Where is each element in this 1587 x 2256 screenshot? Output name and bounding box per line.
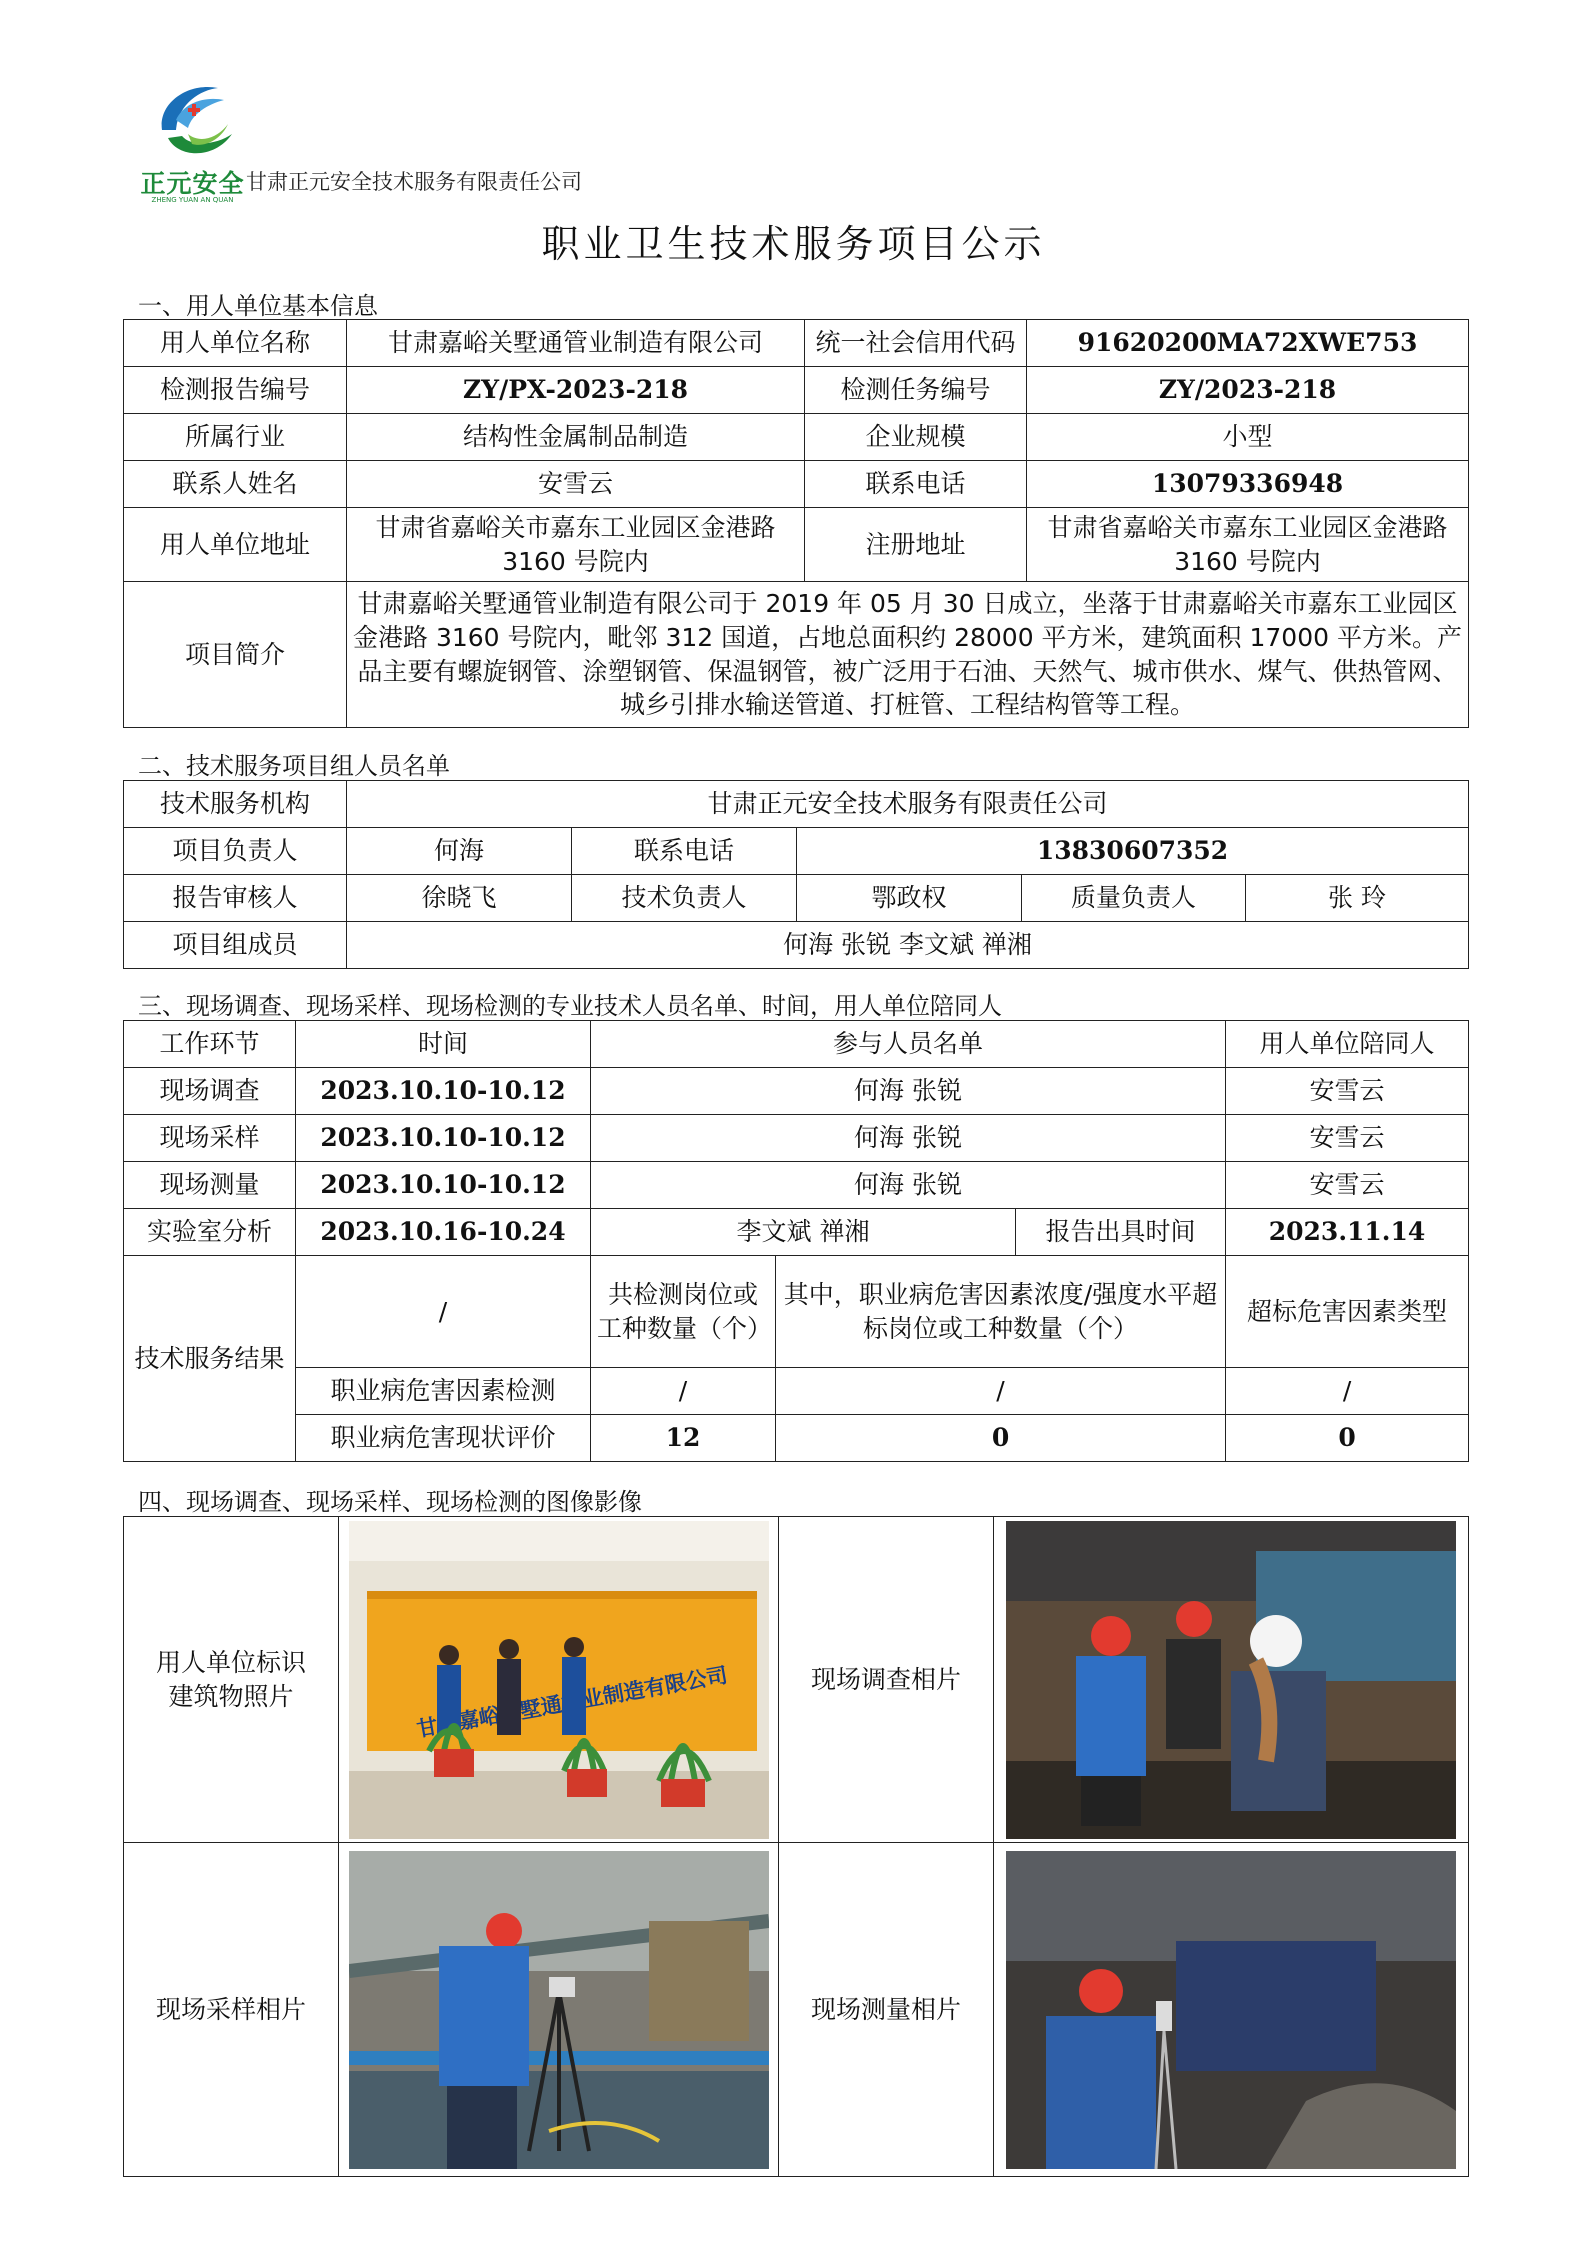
cell-value: 小型: [1027, 414, 1469, 461]
cell-value: /: [1226, 1368, 1469, 1415]
cell-label: 检测报告编号: [124, 367, 347, 414]
table-header-row: [124, 1021, 1469, 1068]
photo-cell: [339, 1517, 779, 1843]
cell-label: 项目负责人: [124, 828, 347, 875]
section-1-title: 一、用人单位基本信息: [138, 292, 378, 320]
photo-label: 现场调查相片: [779, 1517, 994, 1843]
cell-label: 技术服务机构: [124, 781, 347, 828]
result-label: 技术服务结果: [124, 1256, 296, 1462]
cell-value: 何海: [347, 828, 572, 875]
cell-label: 用人单位地址: [124, 508, 347, 582]
cell-value: 安雪云: [1226, 1162, 1469, 1209]
cell-value: 结构性金属制品制造: [347, 414, 805, 461]
table-row: [124, 367, 1469, 414]
cell-label: 企业规模: [805, 414, 1027, 461]
photo-cell: [994, 1517, 1469, 1843]
basic-info-table: [123, 319, 1469, 728]
table-row: [124, 1256, 1469, 1368]
cell-label: 统一社会信用代码: [805, 320, 1027, 367]
cell-value: 鄂政权: [797, 875, 1022, 922]
cell-value: 13830607352: [797, 828, 1469, 875]
site-sampling-photo: [349, 1851, 769, 2169]
cell-value: 何海 张锐 李文斌 禅湘: [347, 922, 1469, 969]
cell-value: 2023.10.10-10.12: [296, 1115, 591, 1162]
photo-cell: [994, 1843, 1469, 2177]
cell-value: 徐晓飞: [347, 875, 572, 922]
cell-value: 甘肃正元安全技术服务有限责任公司: [347, 781, 1469, 828]
cell-label: 报告出具时间: [1016, 1209, 1226, 1256]
table-row: [124, 1517, 1469, 1843]
cell-label: 实验室分析: [124, 1209, 296, 1256]
cell-value: 甘肃嘉峪关墅通管业制造有限公司: [347, 320, 805, 367]
photos-table: [123, 1516, 1469, 2177]
cell-value: 李文斌 禅湘: [591, 1209, 1016, 1256]
cell-label: 现场采样: [124, 1115, 296, 1162]
table-row: [124, 1368, 1469, 1415]
cell-value: 何海 张锐: [591, 1162, 1226, 1209]
building-sign-photo: [349, 1521, 769, 1839]
cell-label: 用人单位名称: [124, 320, 347, 367]
table-row: [124, 922, 1469, 969]
cell-value: /: [776, 1368, 1226, 1415]
cell-value: 何海 张锐: [591, 1068, 1226, 1115]
cell-value: 12: [591, 1415, 776, 1462]
cell-value: 91620200MA72XWE753: [1027, 320, 1469, 367]
table-row: [124, 1115, 1469, 1162]
intro-text: 甘肃嘉峪关墅通管业制造有限公司于 2019 年 05 月 30 日成立，坐落于甘肃嘉峪关市嘉东工业园区金港路 3160 号院内，毗邻 312 国道，占地总面积约 28000 平方米，建筑面积 17000 平方米。产品主要有螺旋钢管、涂塑钢管、保温钢管，被广泛用于石油、天然气、城市供水、煤气、供热管网、城乡引排水输送管道、打桩管、工程结构管等工程。: [347, 582, 1469, 728]
logo-text: 正元安全: [140, 169, 245, 198]
cell-value: /: [591, 1368, 776, 1415]
table-row: [124, 1162, 1469, 1209]
cell-label: 质量负责人: [1022, 875, 1246, 922]
cell-value: ZY/2023-218: [1027, 367, 1469, 414]
cell-value: 2023.10.10-10.12: [296, 1162, 591, 1209]
cell-value: 何海 张锐: [591, 1115, 1226, 1162]
column-header: 超标危害因素类型: [1226, 1256, 1469, 1368]
cell-label: 所属行业: [124, 414, 347, 461]
column-header: 工作环节: [124, 1021, 296, 1068]
page-title: 职业卫生技术服务项目公示: [541, 222, 1046, 266]
column-header: 共检测岗位或工种数量（个）: [591, 1256, 776, 1368]
cell-value: 安雪云: [1226, 1068, 1469, 1115]
cell-value: ZY/PX-2023-218: [347, 367, 805, 414]
table-row: [124, 1068, 1469, 1115]
photo-cell: [339, 1843, 779, 2177]
column-header: 时间: [296, 1021, 591, 1068]
cell-value: 13079336948: [1027, 461, 1469, 508]
cell-value: 2023.10.16-10.24: [296, 1209, 591, 1256]
cell-label: 报告审核人: [124, 875, 347, 922]
section-2-title: 二、技术服务项目组人员名单: [138, 752, 450, 780]
cell-value: 2023.10.10-10.12: [296, 1068, 591, 1115]
cell-value: 安雪云: [347, 461, 805, 508]
company-logo: [140, 78, 245, 208]
cell-label: 联系电话: [805, 461, 1027, 508]
photo-label: 现场采样相片: [124, 1843, 339, 2177]
cell-value: 张 玲: [1246, 875, 1469, 922]
cell-value: 甘肃省嘉峪关市嘉东工业园区金港路 3160 号院内: [347, 508, 805, 582]
table-row: [124, 1415, 1469, 1462]
cell-label: 职业病危害现状评价: [296, 1415, 591, 1462]
cell-label: 现场调查: [124, 1068, 296, 1115]
column-header: 参与人员名单: [591, 1021, 1226, 1068]
section-4-title: 四、现场调查、现场采样、现场检测的图像影像: [138, 1488, 642, 1516]
cell-label: 技术负责人: [572, 875, 797, 922]
column-header: 其中，职业病危害因素浓度/强度水平超标岗位或工种数量（个）: [776, 1256, 1226, 1368]
section-3-title: 三、现场调查、现场采样、现场检测的专业技术人员名单、时间，用人单位陪同人: [138, 992, 1002, 1020]
cell-label: 联系电话: [572, 828, 797, 875]
table-row: [124, 320, 1469, 367]
logo-subtext: ZHENG YUAN AN QUAN: [151, 196, 234, 204]
table-row: [124, 414, 1469, 461]
table-row: [124, 461, 1469, 508]
cell-value: 2023.11.14: [1226, 1209, 1469, 1256]
cell-label: 联系人姓名: [124, 461, 347, 508]
team-table: [123, 780, 1469, 969]
logo-mark-icon: [148, 78, 236, 163]
table-row: [124, 781, 1469, 828]
table-row: [124, 582, 1469, 728]
table-row: [124, 1209, 1469, 1256]
survey-table: [123, 1020, 1469, 1462]
intro-label: 项目简介: [124, 582, 347, 728]
cell-label: 现场测量: [124, 1162, 296, 1209]
column-header: /: [296, 1256, 591, 1368]
table-row: [124, 1843, 1469, 2177]
table-row: [124, 875, 1469, 922]
photo-label: 现场测量相片: [779, 1843, 994, 2177]
cell-label: 项目组成员: [124, 922, 347, 969]
cell-value: 安雪云: [1226, 1115, 1469, 1162]
table-row: [124, 828, 1469, 875]
cell-value: 0: [776, 1415, 1226, 1462]
table-row: [124, 508, 1469, 582]
photo-label: 用人单位标识建筑物照片: [124, 1517, 339, 1843]
cell-label: 注册地址: [805, 508, 1027, 582]
cell-label: 职业病危害因素检测: [296, 1368, 591, 1415]
site-survey-photo: [1006, 1521, 1456, 1839]
company-name-header: 甘肃正元安全技术服务有限责任公司: [246, 170, 582, 194]
site-measurement-photo: [1006, 1851, 1456, 2169]
column-header: 用人单位陪同人: [1226, 1021, 1469, 1068]
cell-label: 检测任务编号: [805, 367, 1027, 414]
cell-value: 0: [1226, 1415, 1469, 1462]
cell-value: 甘肃省嘉峪关市嘉东工业园区金港路 3160 号院内: [1027, 508, 1469, 582]
